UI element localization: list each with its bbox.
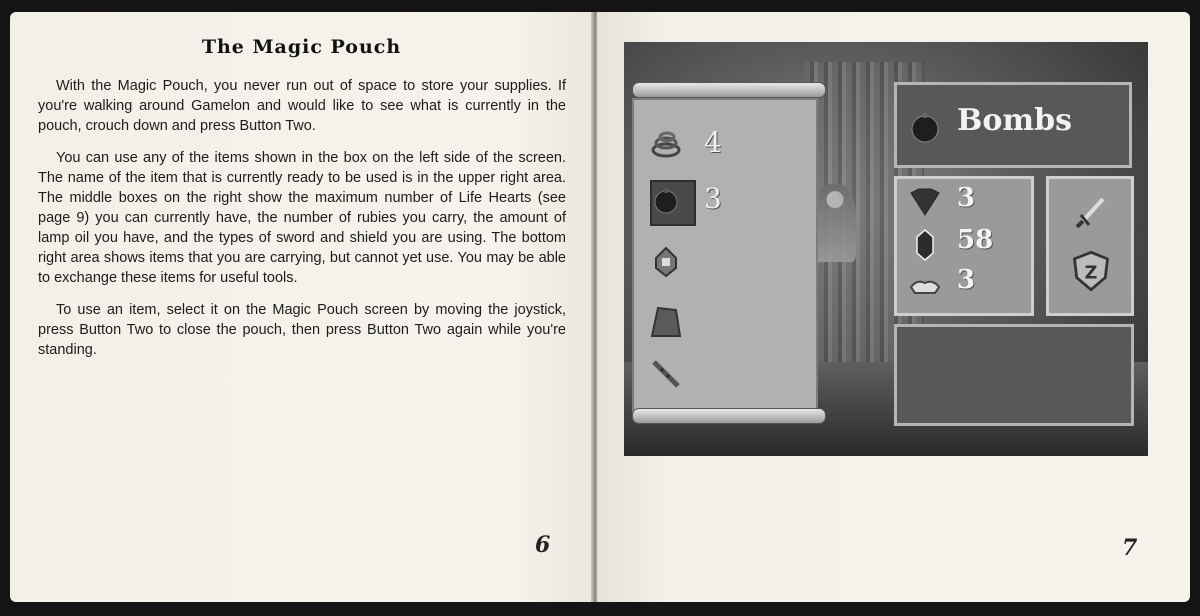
scroll-top-rod — [632, 82, 826, 98]
stat-life-hearts — [903, 185, 1023, 221]
item-row-cloak[interactable] — [644, 300, 814, 344]
rope-icon — [650, 128, 682, 160]
hero-character — [814, 184, 856, 262]
page-number-left: 6 — [535, 532, 551, 558]
item-row-flute[interactable] — [644, 352, 814, 396]
selected-item-name: Bombs — [957, 103, 1072, 138]
paragraph-2: You can use any of the items shown in the box on the left side of the screen. The name of the item that is currently ready to be used is in the upper right area. The middle boxes on the right show the maximum number of Life Hearts (see page 9) you can currently have, the number of rubies you carry, the amount of lamp oil you have, and the types of sword and shield you are using. The bottom right area shows items that you are carrying, but cannot yet use. You may be able to exchange these items for useful tools. — [38, 150, 566, 286]
paragraph-3: To use an item, select it on the Magic Pouch screen by moving the joystick, press Button Two to close the pouch, then press Button Two again while you're standing. — [38, 302, 566, 358]
stats-box — [894, 176, 1034, 316]
right-page — [597, 12, 1190, 602]
item-row-bomb[interactable] — [644, 178, 814, 222]
item-row-lantern[interactable] — [644, 240, 814, 284]
lamp-oil-value: 3 — [957, 265, 976, 295]
page-title: The Magic Pouch — [201, 36, 402, 58]
stat-lamp-oil — [903, 267, 1023, 303]
life-hearts-value: 3 — [957, 183, 976, 213]
bomb-icon — [650, 184, 682, 216]
shield-letter: Z — [1084, 263, 1098, 284]
shield-icon — [1069, 249, 1113, 293]
equipment-box — [1046, 176, 1134, 316]
sword-icon — [1071, 193, 1111, 233]
item-row-rope — [644, 122, 814, 166]
ruby-icon — [907, 229, 943, 261]
item-count: 4 — [704, 126, 722, 159]
selected-item-box — [894, 82, 1132, 168]
page-number-right: 7 — [1122, 535, 1138, 561]
paragraph-1: With the Magic Pouch, you never run out of space to store your supplies. If you're walking around Gamelon and would like to see what is currently in the pouch, crouch down and press Button Two. — [38, 78, 566, 134]
game-screenshot — [624, 42, 1148, 456]
rubies-value: 58 — [957, 225, 994, 255]
body-text — [38, 76, 566, 372]
item-count: 3 — [704, 182, 722, 215]
scroll-bottom-rod — [632, 408, 826, 424]
carried-items-box — [894, 324, 1134, 426]
lamp-oil-icon — [907, 269, 943, 301]
stat-rubies — [903, 227, 1023, 263]
flute-icon — [650, 358, 682, 390]
cloak-icon — [650, 306, 682, 338]
lantern-icon — [650, 246, 682, 278]
heart-icon — [907, 187, 943, 219]
bomb-icon — [907, 109, 943, 145]
left-page — [10, 12, 593, 602]
item-list-panel — [632, 98, 818, 412]
